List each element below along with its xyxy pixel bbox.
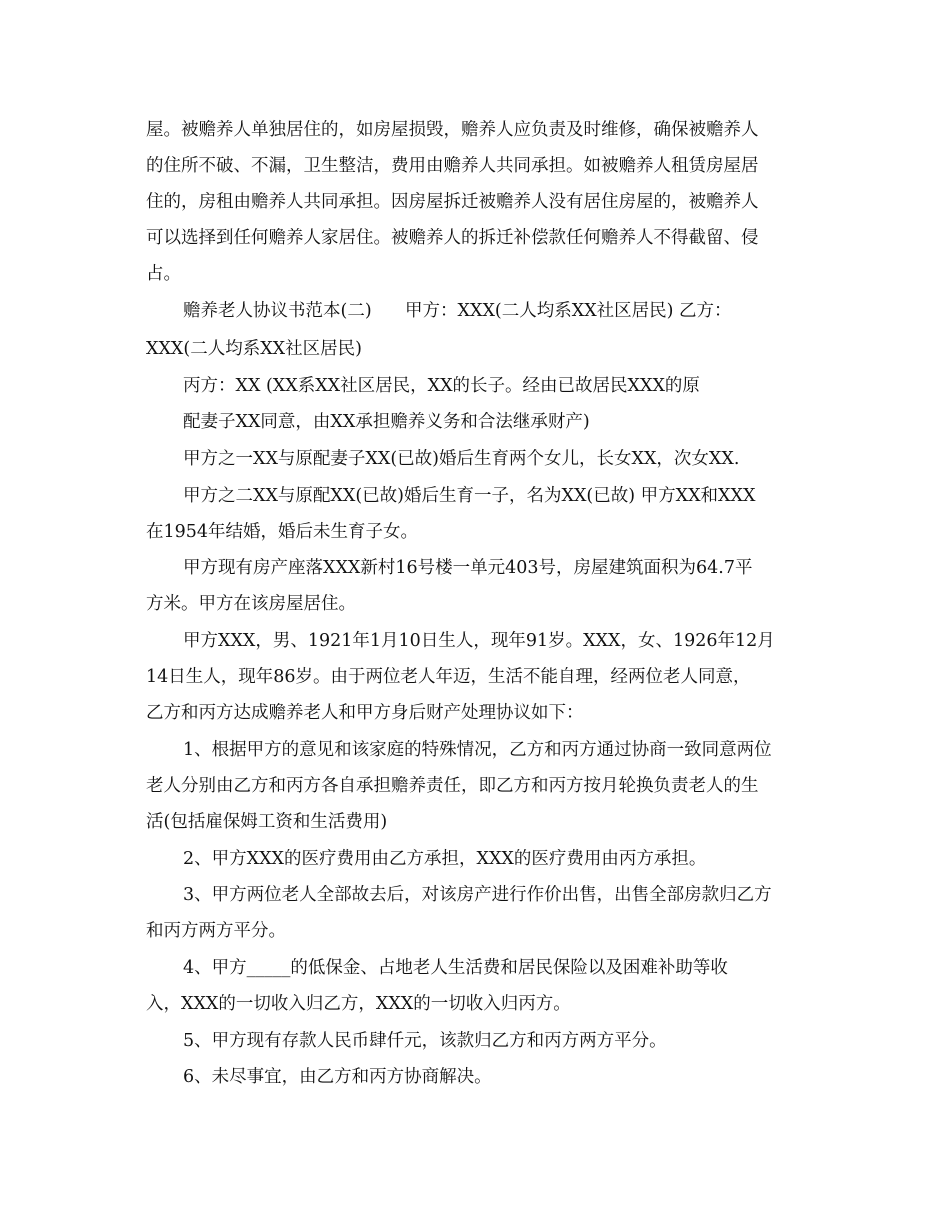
text-line: 14日生人，现年86岁。由于两位老人年迈，生活不能自理，经两位老人同意， xyxy=(146,667,751,687)
text-line: 丙方：XX (XX系XX社区居民，XX的长子。经由已故居民XXX的原 xyxy=(183,376,700,396)
text-line: 甲方XXX，男、1921年1月10日生人，现年91岁。XXX，女、1926年12月 xyxy=(183,631,775,651)
text-line: 方米。甲方在该房屋居住。 xyxy=(146,594,356,614)
text-line: 5、甲方现有存款人民币肆仟元，该款归乙方和丙方两方平分。 xyxy=(183,1031,667,1051)
text-line: 4、甲方_____的低保金、占地老人生活费和居民保险以及困难补助等收 xyxy=(183,958,728,978)
text-line: 甲方现有房产座落XXX新村16号楼一单元403号，房屋建筑面积为64.7平 xyxy=(183,558,753,578)
text-line: 可以选择到任何赡养人家居住。被赡养人的拆迁补偿款任何赡养人不得截留、侵 xyxy=(146,228,759,248)
text-line: 乙方和丙方达成赡养老人和甲方身后财产处理协议如下： xyxy=(146,703,584,723)
text-line: 老人分别由乙方和丙方各自承担赡养责任，即乙方和丙方按月轮换负责老人的生 xyxy=(146,776,759,796)
text-line: XXX(二人均系XX社区居民) xyxy=(146,339,362,359)
text-line: 3、甲方两位老人全部故去后，对该房产进行作价出售，出售全部房款归乙方 xyxy=(183,885,772,905)
text-line: 的住所不破、不漏，卫生整洁，费用由赡养人共同承担。如被赡养人租赁房屋居 xyxy=(146,156,759,176)
text-line: 和丙方两方平分。 xyxy=(146,921,286,941)
text-line: 配妻子XX同意，由XX承担赡养义务和合法继承财产) xyxy=(183,412,590,432)
text-line: 住的，房租由赡养人共同承担。因房屋拆迁被赡养人没有居住房屋的，被赡养人 xyxy=(146,192,759,212)
text-line: 在1954年结婚，婚后未生育子女。 xyxy=(146,522,419,542)
text-line: 1、根据甲方的意见和该家庭的特殊情况，乙方和丙方通过协商一致同意两位 xyxy=(183,740,772,760)
text-line: 活(包括雇保姆工资和生活费用) xyxy=(146,812,388,832)
text-line: 甲方之二XX与原配XX(已故)婚后生育一子，名为XX(已故) 甲方XX和XXX xyxy=(183,486,756,506)
text-line: 屋。被赡养人单独居住的，如房屋损毁，赡养人应负责及时维修，确保被赡养人 xyxy=(146,120,759,140)
text-line: 赡养老人协议书范本(二) 甲方：XXX(二人均系XX社区居民) 乙方： xyxy=(183,301,732,321)
text-line: 占。 xyxy=(146,264,181,284)
text-line: 6、未尽事宜，由乙方和丙方协商解决。 xyxy=(183,1067,492,1087)
text-line: 2、甲方XXX的医疗费用由乙方承担，XXX的医疗费用由丙方承担。 xyxy=(183,849,707,869)
text-line: 甲方之一XX与原配妻子XX(已故)婚后生育两个女儿，长女XX，次女XX. xyxy=(183,449,740,469)
text-line: 入，XXX的一切收入归乙方，XXX的一切收入归丙方。 xyxy=(146,994,571,1014)
